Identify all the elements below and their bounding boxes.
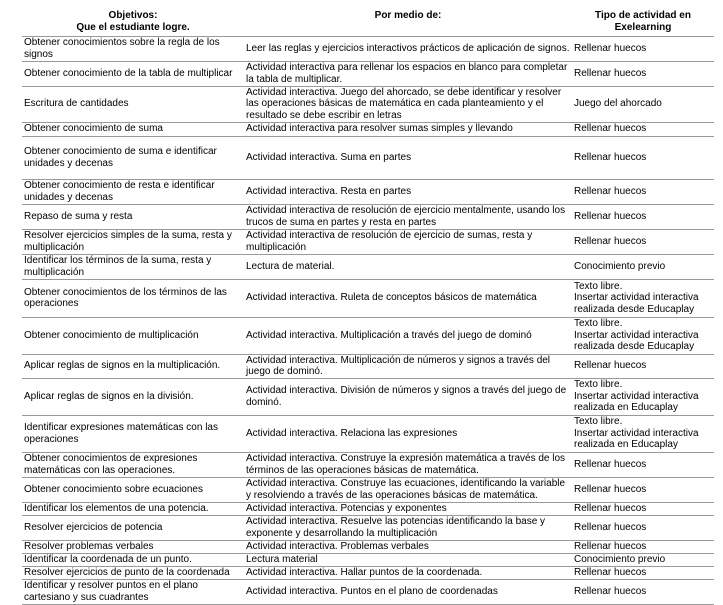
cell-medio: Actividad interactiva. Multiplicación a través del juego de dominó — [244, 317, 572, 354]
header-tipo-actividad: Tipo de actividad en Exelearning — [572, 10, 714, 36]
cell-medio: Actividad interactiva para resolver sumas simples y llevando — [244, 122, 572, 136]
cell-medio: Actividad interactiva. División de números y signos a través del juego de dominó. — [244, 378, 572, 415]
cell-medio: Actividad interactiva. Resuelve las potencias identificando la base y exponente y desarrollando la multiplicación — [244, 515, 572, 540]
cell-tipo: Texto libre. Insertar actividad interactiva realizada en Educaplay — [572, 378, 714, 415]
header-objetivos: Objetivos: Que el estudiante logre. — [22, 10, 244, 36]
cell-medio: Actividad interactiva. Resta en partes — [244, 179, 572, 204]
cell-medio: Actividad interactiva para rellenar los espacios en blanco para completar la tabla de multiplicar. — [244, 61, 572, 86]
cell-objetivo: Obtener conocimientos sobre la regla de los signos — [22, 36, 244, 61]
cell-objetivo: Obtener conocimiento de multiplicación — [22, 317, 244, 354]
table-header-row — [22, 10, 714, 36]
table-row — [22, 378, 714, 415]
table-row — [22, 579, 714, 604]
cell-objetivo: Resolver ejercicios de punto de la coordenada — [22, 566, 244, 579]
cell-medio: Leer las reglas y ejercicios interactivos prácticos de aplicación de signos. — [244, 36, 572, 61]
cell-medio: Actividad interactiva. Ruleta de conceptos básicos de matemática — [244, 279, 572, 317]
cell-tipo: Texto libre. Insertar actividad interactiva realizada desde Educaplay — [572, 317, 714, 354]
cell-medio: Actividad interactiva de resolución de ejercicio mentalmente, usando los trucos de suma en partes y resta en partes — [244, 204, 572, 229]
cell-tipo: Rellenar huecos — [572, 452, 714, 477]
cell-tipo: Conocimiento previo — [572, 553, 714, 566]
cell-objetivo: Obtener conocimiento de suma e identificar unidades y decenas — [22, 136, 244, 179]
cell-tipo: Rellenar huecos — [572, 36, 714, 61]
table-row — [22, 354, 714, 378]
cell-tipo: Rellenar huecos — [572, 229, 714, 254]
table-row — [22, 566, 714, 579]
cell-medio: Lectura de material. — [244, 254, 572, 279]
cell-objetivo: Aplicar reglas de signos en la multiplicación. — [22, 354, 244, 378]
cell-medio: Actividad interactiva. Potencias y exponentes — [244, 502, 572, 515]
table-row — [22, 502, 714, 515]
cell-tipo: Rellenar huecos — [572, 354, 714, 378]
cell-objetivo: Resolver ejercicios simples de la suma, resta y multiplicación — [22, 229, 244, 254]
table-row — [22, 515, 714, 540]
cell-medio: Actividad interactiva. Hallar puntos de la coordenada. — [244, 566, 572, 579]
table-row — [22, 61, 714, 86]
cell-objetivo: Aplicar reglas de signos en la división. — [22, 378, 244, 415]
cell-objetivo: Obtener conocimientos de los términos de las operaciones — [22, 279, 244, 317]
cell-medio: Actividad interactiva. Construye la expresión matemática a través de los términos de las operaciones básicas de matemática. — [244, 452, 572, 477]
table-row — [22, 36, 714, 61]
cell-objetivo: Resolver problemas verbales — [22, 540, 244, 553]
table-row — [22, 317, 714, 354]
table-row — [22, 86, 714, 122]
table-row — [22, 415, 714, 452]
table-row — [22, 477, 714, 502]
cell-medio: Actividad interactiva. Multiplicación de números y signos a través del juego de dominó. — [244, 354, 572, 378]
cell-objetivo: Repaso de suma y resta — [22, 204, 244, 229]
table-row — [22, 254, 714, 279]
cell-tipo: Juego del ahorcado — [572, 86, 714, 122]
activities-table-container — [22, 10, 714, 605]
cell-objetivo: Identificar los elementos de una potencia. — [22, 502, 244, 515]
cell-objetivo: Obtener conocimientos de expresiones matemáticas con las operaciones. — [22, 452, 244, 477]
table-row — [22, 122, 714, 136]
activities-table — [22, 10, 714, 605]
table-row — [22, 136, 714, 179]
cell-tipo: Rellenar huecos — [572, 204, 714, 229]
cell-tipo: Texto libre. Insertar actividad interactiva realizada desde Educaplay — [572, 279, 714, 317]
table-row — [22, 540, 714, 553]
cell-medio: Actividad interactiva. Suma en partes — [244, 136, 572, 179]
cell-tipo: Rellenar huecos — [572, 579, 714, 604]
cell-objetivo: Identificar la coordenada de un punto. — [22, 553, 244, 566]
cell-objetivo: Identificar y resolver puntos en el plano cartesiano y sus cuadrantes — [22, 579, 244, 604]
cell-objetivo: Identificar los términos de la suma, resta y multiplicación — [22, 254, 244, 279]
table-row — [22, 279, 714, 317]
cell-objetivo: Obtener conocimiento sobre ecuaciones — [22, 477, 244, 502]
cell-tipo: Rellenar huecos — [572, 61, 714, 86]
cell-medio: Actividad interactiva. Juego del ahorcado, se debe identificar y resolver las operaciones básicas de matemática en cada planteamiento y el resultado se debe escribir en letras — [244, 86, 572, 122]
table-row — [22, 553, 714, 566]
cell-objetivo: Identificar expresiones matemáticas con las operaciones — [22, 415, 244, 452]
cell-tipo: Rellenar huecos — [572, 179, 714, 204]
cell-tipo: Rellenar huecos — [572, 540, 714, 553]
cell-tipo: Rellenar huecos — [572, 515, 714, 540]
cell-objetivo: Resolver ejercicios de potencia — [22, 515, 244, 540]
cell-medio: Actividad interactiva. Construye las ecuaciones, identificando la variable y resolviendo a través de las operaciones básicas de matemática. — [244, 477, 572, 502]
table-row — [22, 229, 714, 254]
cell-tipo: Rellenar huecos — [572, 566, 714, 579]
cell-medio: Actividad interactiva de resolución de ejercicio de sumas, resta y multiplicación — [244, 229, 572, 254]
cell-objetivo: Escritura de cantidades — [22, 86, 244, 122]
cell-objetivo: Obtener conocimiento de resta e identificar unidades y decenas — [22, 179, 244, 204]
cell-medio: Actividad interactiva. Puntos en el plano de coordenadas — [244, 579, 572, 604]
cell-medio: Lectura material — [244, 553, 572, 566]
table-row — [22, 452, 714, 477]
header-por-medio-de: Por medio de: — [244, 10, 572, 36]
cell-objetivo: Obtener conocimiento de la tabla de multiplicar — [22, 61, 244, 86]
cell-tipo: Texto libre. Insertar actividad interactiva realizada en Educaplay — [572, 415, 714, 452]
cell-tipo: Conocimiento previo — [572, 254, 714, 279]
cell-tipo: Rellenar huecos — [572, 502, 714, 515]
cell-tipo: Rellenar huecos — [572, 122, 714, 136]
cell-tipo: Rellenar huecos — [572, 477, 714, 502]
cell-medio: Actividad interactiva. Problemas verbales — [244, 540, 572, 553]
cell-objetivo: Obtener conocimiento de suma — [22, 122, 244, 136]
table-row — [22, 179, 714, 204]
table-row — [22, 204, 714, 229]
cell-medio: Actividad interactiva. Relaciona las expresiones — [244, 415, 572, 452]
cell-tipo: Rellenar huecos — [572, 136, 714, 179]
